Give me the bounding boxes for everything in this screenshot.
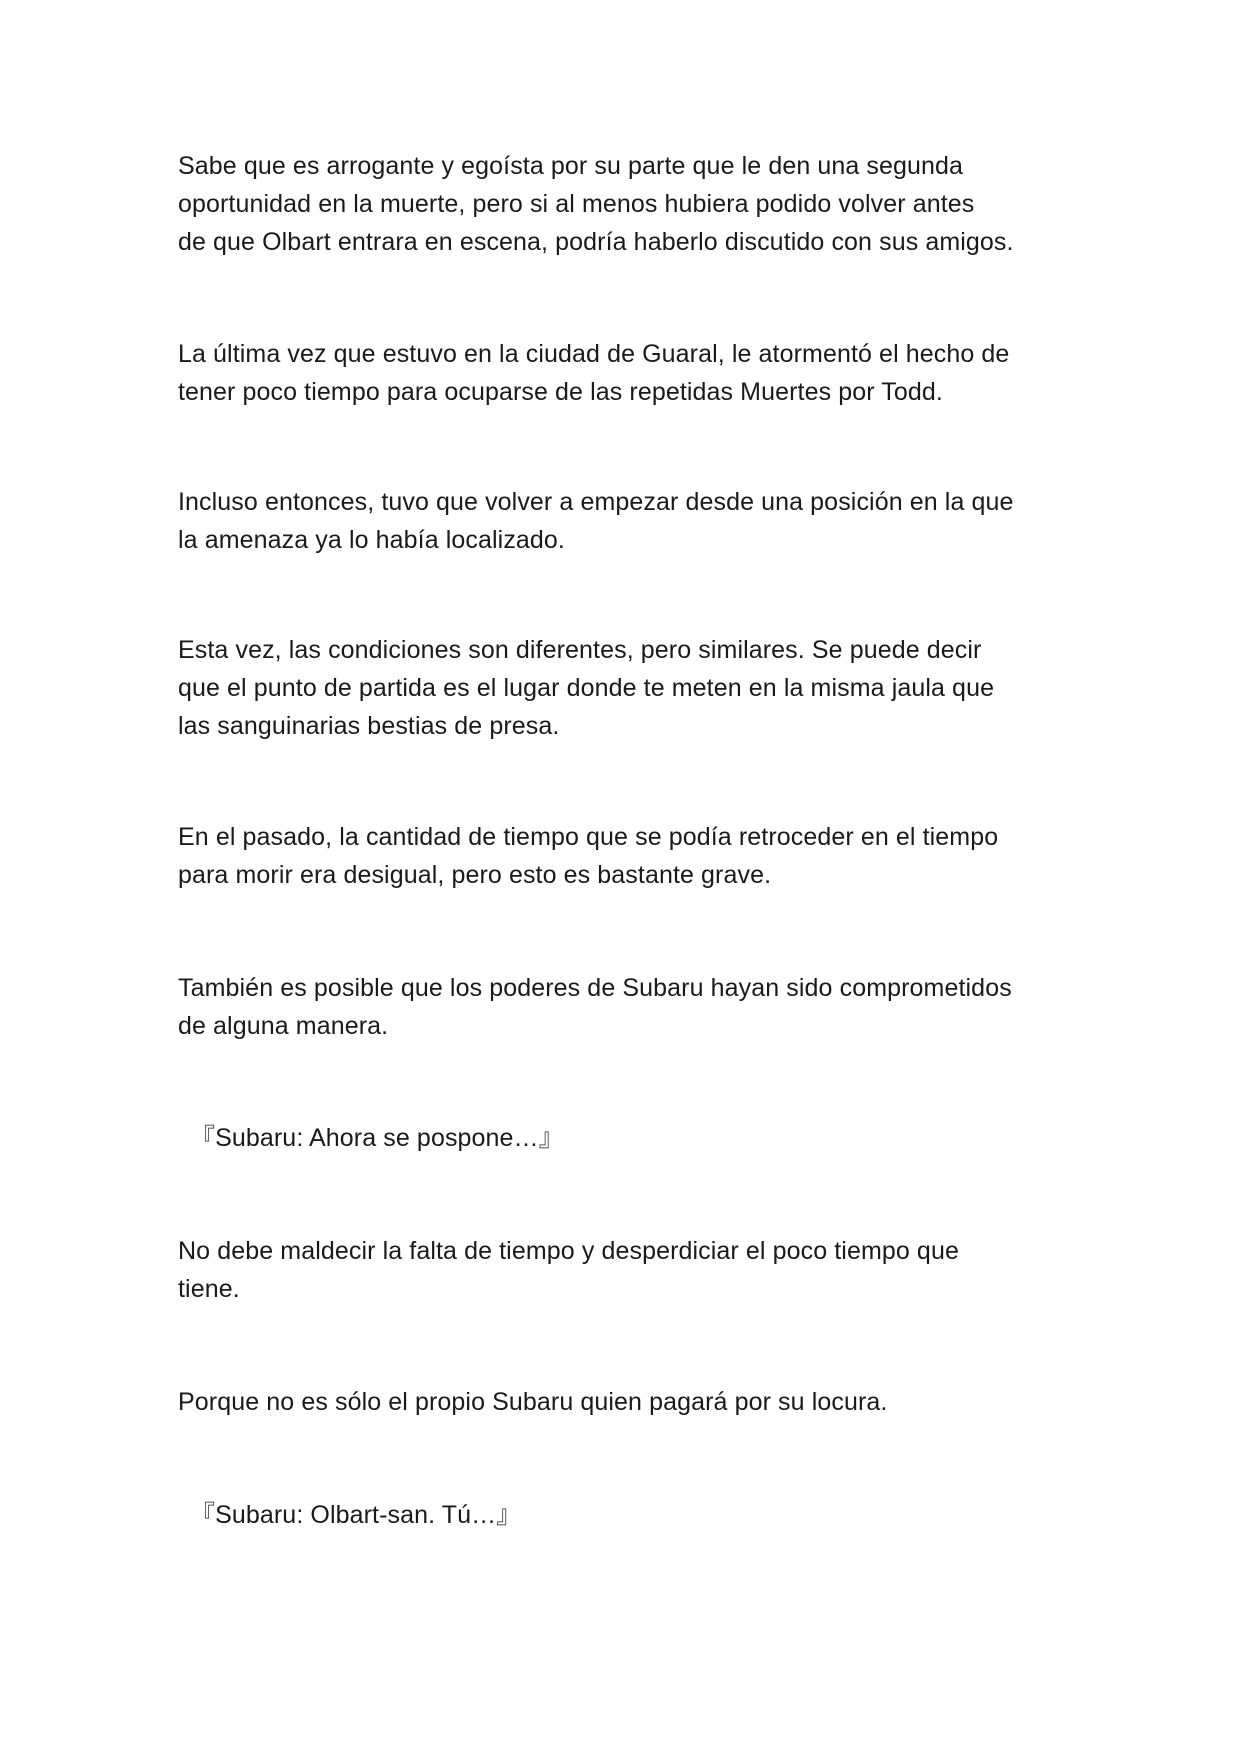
paragraph-4	[178, 631, 1078, 745]
paragraph-7-line-1: No debe maldecir la falta de tiempo y desperdiciar el poco tiempo que	[178, 1237, 959, 1265]
paragraph-3	[178, 483, 1078, 559]
paragraph-1-line-2: oportunidad en la muerte, pero si al menos hubiera podido volver antes	[178, 190, 975, 218]
paragraph-2	[178, 335, 1078, 411]
paragraph-5-line-2: para morir era desigual, pero esto es bastante grave.	[178, 861, 772, 889]
paragraph-3-line-1: Incluso entonces, tuvo que volver a empezar desde una posición en la que	[178, 488, 1014, 516]
paragraph-6-line-2: de alguna manera.	[178, 1012, 389, 1040]
paragraph-1-line-3: de que Olbart entrara en escena, podría haberlo discutido con sus amigos.	[178, 228, 1014, 256]
paragraph-6-line-1: También es posible que los poderes de Subaru hayan sido comprometidos	[178, 974, 1012, 1002]
dialogue-1	[190, 1119, 1090, 1157]
paragraph-8-line-1: Porque no es sólo el propio Subaru quien pagará por su locura.	[178, 1388, 888, 1416]
paragraph-2-line-2: tener poco tiempo para ocuparse de las repetidas Muertes por Todd.	[178, 378, 943, 406]
paragraph-4-line-2: que el punto de partida es el lugar donde te meten en la misma jaula que	[178, 674, 995, 702]
paragraph-3-line-2: la amenaza ya lo había localizado.	[178, 526, 565, 554]
paragraph-7	[178, 1232, 1078, 1308]
paragraph-2-line-1: La última vez que estuvo en la ciudad de Guaral, le atormentó el hecho de	[178, 340, 1010, 368]
paragraph-5-line-1: En el pasado, la cantidad de tiempo que se podía retroceder en el tiempo	[178, 823, 999, 851]
paragraph-8	[178, 1383, 1078, 1421]
paragraph-1-line-1: Sabe que es arrogante y egoísta por su parte que le den una segunda	[178, 152, 964, 180]
paragraph-4-line-1: Esta vez, las condiciones son diferentes, pero similares. Se puede decir	[178, 636, 982, 664]
paragraph-6	[178, 969, 1078, 1045]
dialogue-1-line-1: 『Subaru: Ahora se pospone…』	[190, 1124, 564, 1152]
paragraph-7-line-2: tiene.	[178, 1275, 240, 1303]
paragraph-5	[178, 818, 1078, 894]
dialogue-2	[190, 1496, 1090, 1534]
dialogue-2-line-1: 『Subaru: Olbart-san. Tú…』	[190, 1501, 522, 1529]
paragraph-4-line-3: las sanguinarias bestias de presa.	[178, 712, 560, 740]
paragraph-1	[178, 147, 1078, 261]
